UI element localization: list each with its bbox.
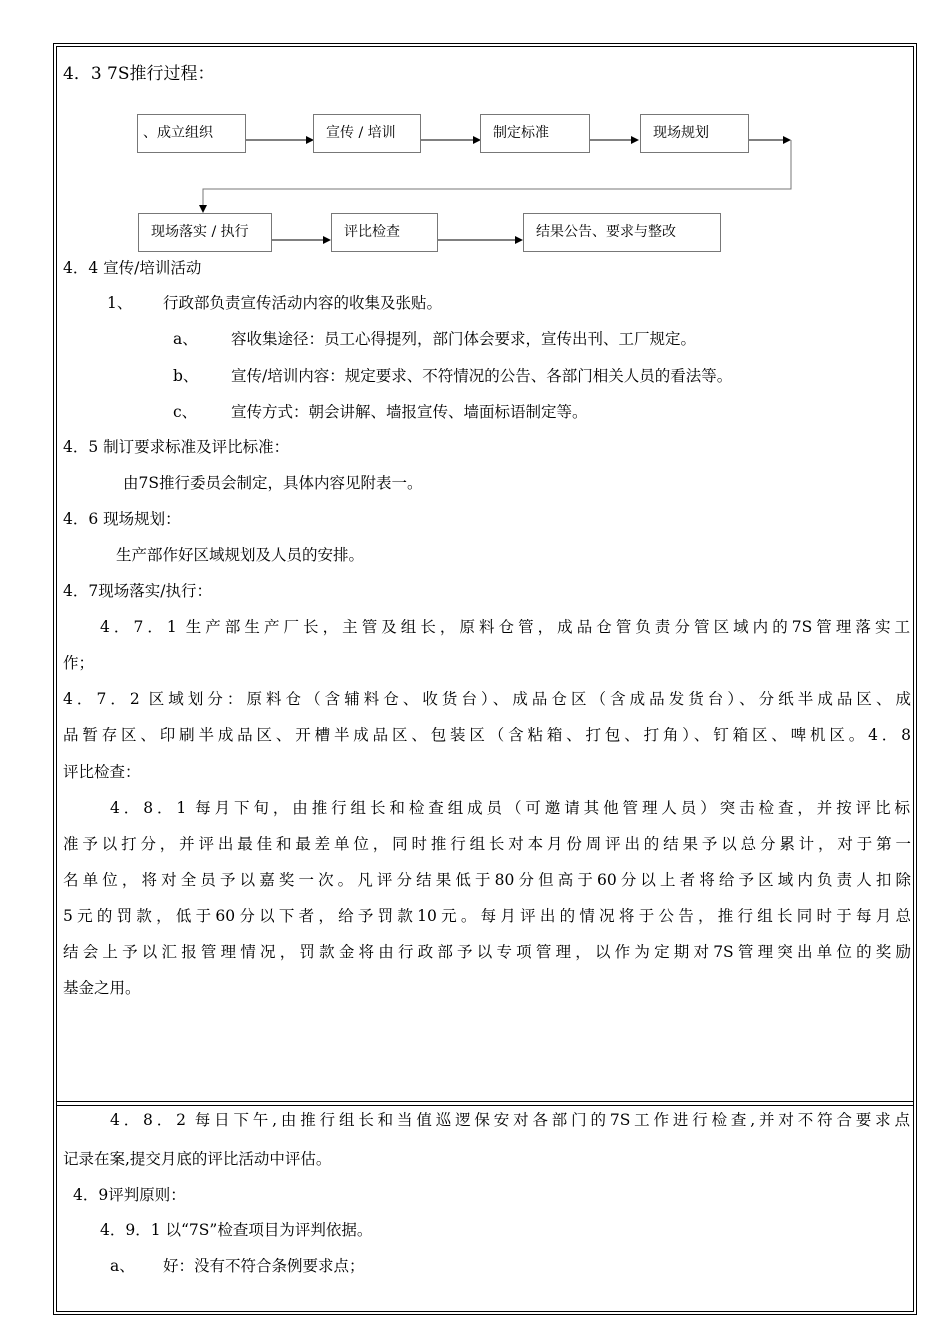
paragraph-line: 4．7．1 生产部生产厂长，主管及组长，原料仓管，成品仓管负责分管区域内的7S管理落实工 xyxy=(100,618,910,636)
list-item-text: 行政部负责宣传活动内容的收集及张贴。 xyxy=(163,294,443,312)
paragraph-line: 5元的罚款，低于60分以下者，给予罚款10元。每月评出的情况将于公告，推行组长同时于每月总 xyxy=(63,907,911,925)
sub-item-text: 容收集途径：员工心得提列，部门体会要求，宣传出刊、工厂规定。 xyxy=(231,330,697,348)
section-4-3-title: 4．3 7S推行过程： xyxy=(63,64,215,84)
paragraph-line: 4．8．2 每日下午,由推行组长和当值巡逻保安对各部门的7S工作进行检查,并对不符合要求点 xyxy=(110,1111,910,1129)
flow-step-establish-org: 、成立组织 xyxy=(137,114,246,153)
sub-item-label: a、 xyxy=(173,330,198,348)
list-item-number: 1、 xyxy=(107,294,133,312)
paragraph-line: 4．7．2 区域划分：原料仓（含辅料仓、收货台）、成品仓区（含成品发货台）、分纸半成品区、成 xyxy=(63,690,911,708)
sub-item-label: c、 xyxy=(173,403,198,421)
flow-step-results: 结果公告、要求与整改 xyxy=(523,213,721,252)
sub-item-label: a、 xyxy=(110,1257,135,1275)
flow-step-evaluation: 评比检查 xyxy=(331,213,438,252)
section-4-9-title: 4．9评判原则： xyxy=(73,1186,186,1204)
section-divider xyxy=(56,1105,914,1106)
section-4-4-title: 4．4 宣传/培训活动 xyxy=(63,259,202,277)
section-4-5-body: 由7S推行委员会制定，具体内容见附表一。 xyxy=(123,474,423,492)
section-4-6-body: 生产部作好区域规划及人员的安排。 xyxy=(116,546,365,564)
paragraph-line: 4．8．1 每月下旬，由推行组长和检查组成员（可邀请其他管理人员）突击检查，并按评比标 xyxy=(110,799,910,817)
paragraph-line: 评比检查： xyxy=(63,763,141,781)
paragraph-line: 名单位，将对全员予以嘉奖一次。凡评分结果低于80分但高于60分以上者将给予区域内负责人扣除 xyxy=(63,871,911,889)
flow-step-promotion-training: 宣传 / 培训 xyxy=(313,114,421,153)
paragraph-line: 结会上予以汇报管理情况，罚款金将由行政部予以专项管理，以作为定期对7S管理突出单位的奖励 xyxy=(63,943,911,961)
paragraph-line: 基金之用。 xyxy=(63,979,141,997)
sub-item-text: 宣传方式：朝会讲解、墙报宣传、墙面标语制定等。 xyxy=(231,403,588,421)
sub-item-text: 宣传/培训内容：规定要求、不符情况的公告、各部门相关人员的看法等。 xyxy=(231,367,733,385)
paragraph-line: 4．9．1 以“7S”检查项目为评判依据。 xyxy=(100,1221,373,1239)
section-4-7-title: 4．7现场落实/执行： xyxy=(63,582,212,600)
sub-item-text: 好：没有不符合条例要求点； xyxy=(163,1257,365,1275)
section-4-5-title: 4．5 制订要求标准及评比标准： xyxy=(63,438,290,456)
flow-step-set-standards: 制定标准 xyxy=(480,114,590,153)
section-4-6-title: 4．6 现场规划： xyxy=(63,510,181,528)
paragraph-line: 准予以打分，并评出最佳和最差单位，同时推行组长对本月份周评出的结果予以总分累计，对于第一 xyxy=(63,835,911,853)
sub-item-label: b、 xyxy=(173,367,199,385)
paragraph-line: 品暂存区、印刷半成品区、开槽半成品区、包装区（含粘箱、打包、打角）、钉箱区、啤机区。4．8 xyxy=(63,726,911,744)
paragraph-line: 作； xyxy=(63,654,95,672)
flow-step-implementation: 现场落实 / 执行 xyxy=(138,213,272,252)
paragraph-line: 记录在案,提交月底的评比活动中评估。 xyxy=(63,1150,332,1168)
section-divider xyxy=(56,1101,914,1102)
flow-step-site-planning: 现场规划 xyxy=(640,114,749,153)
